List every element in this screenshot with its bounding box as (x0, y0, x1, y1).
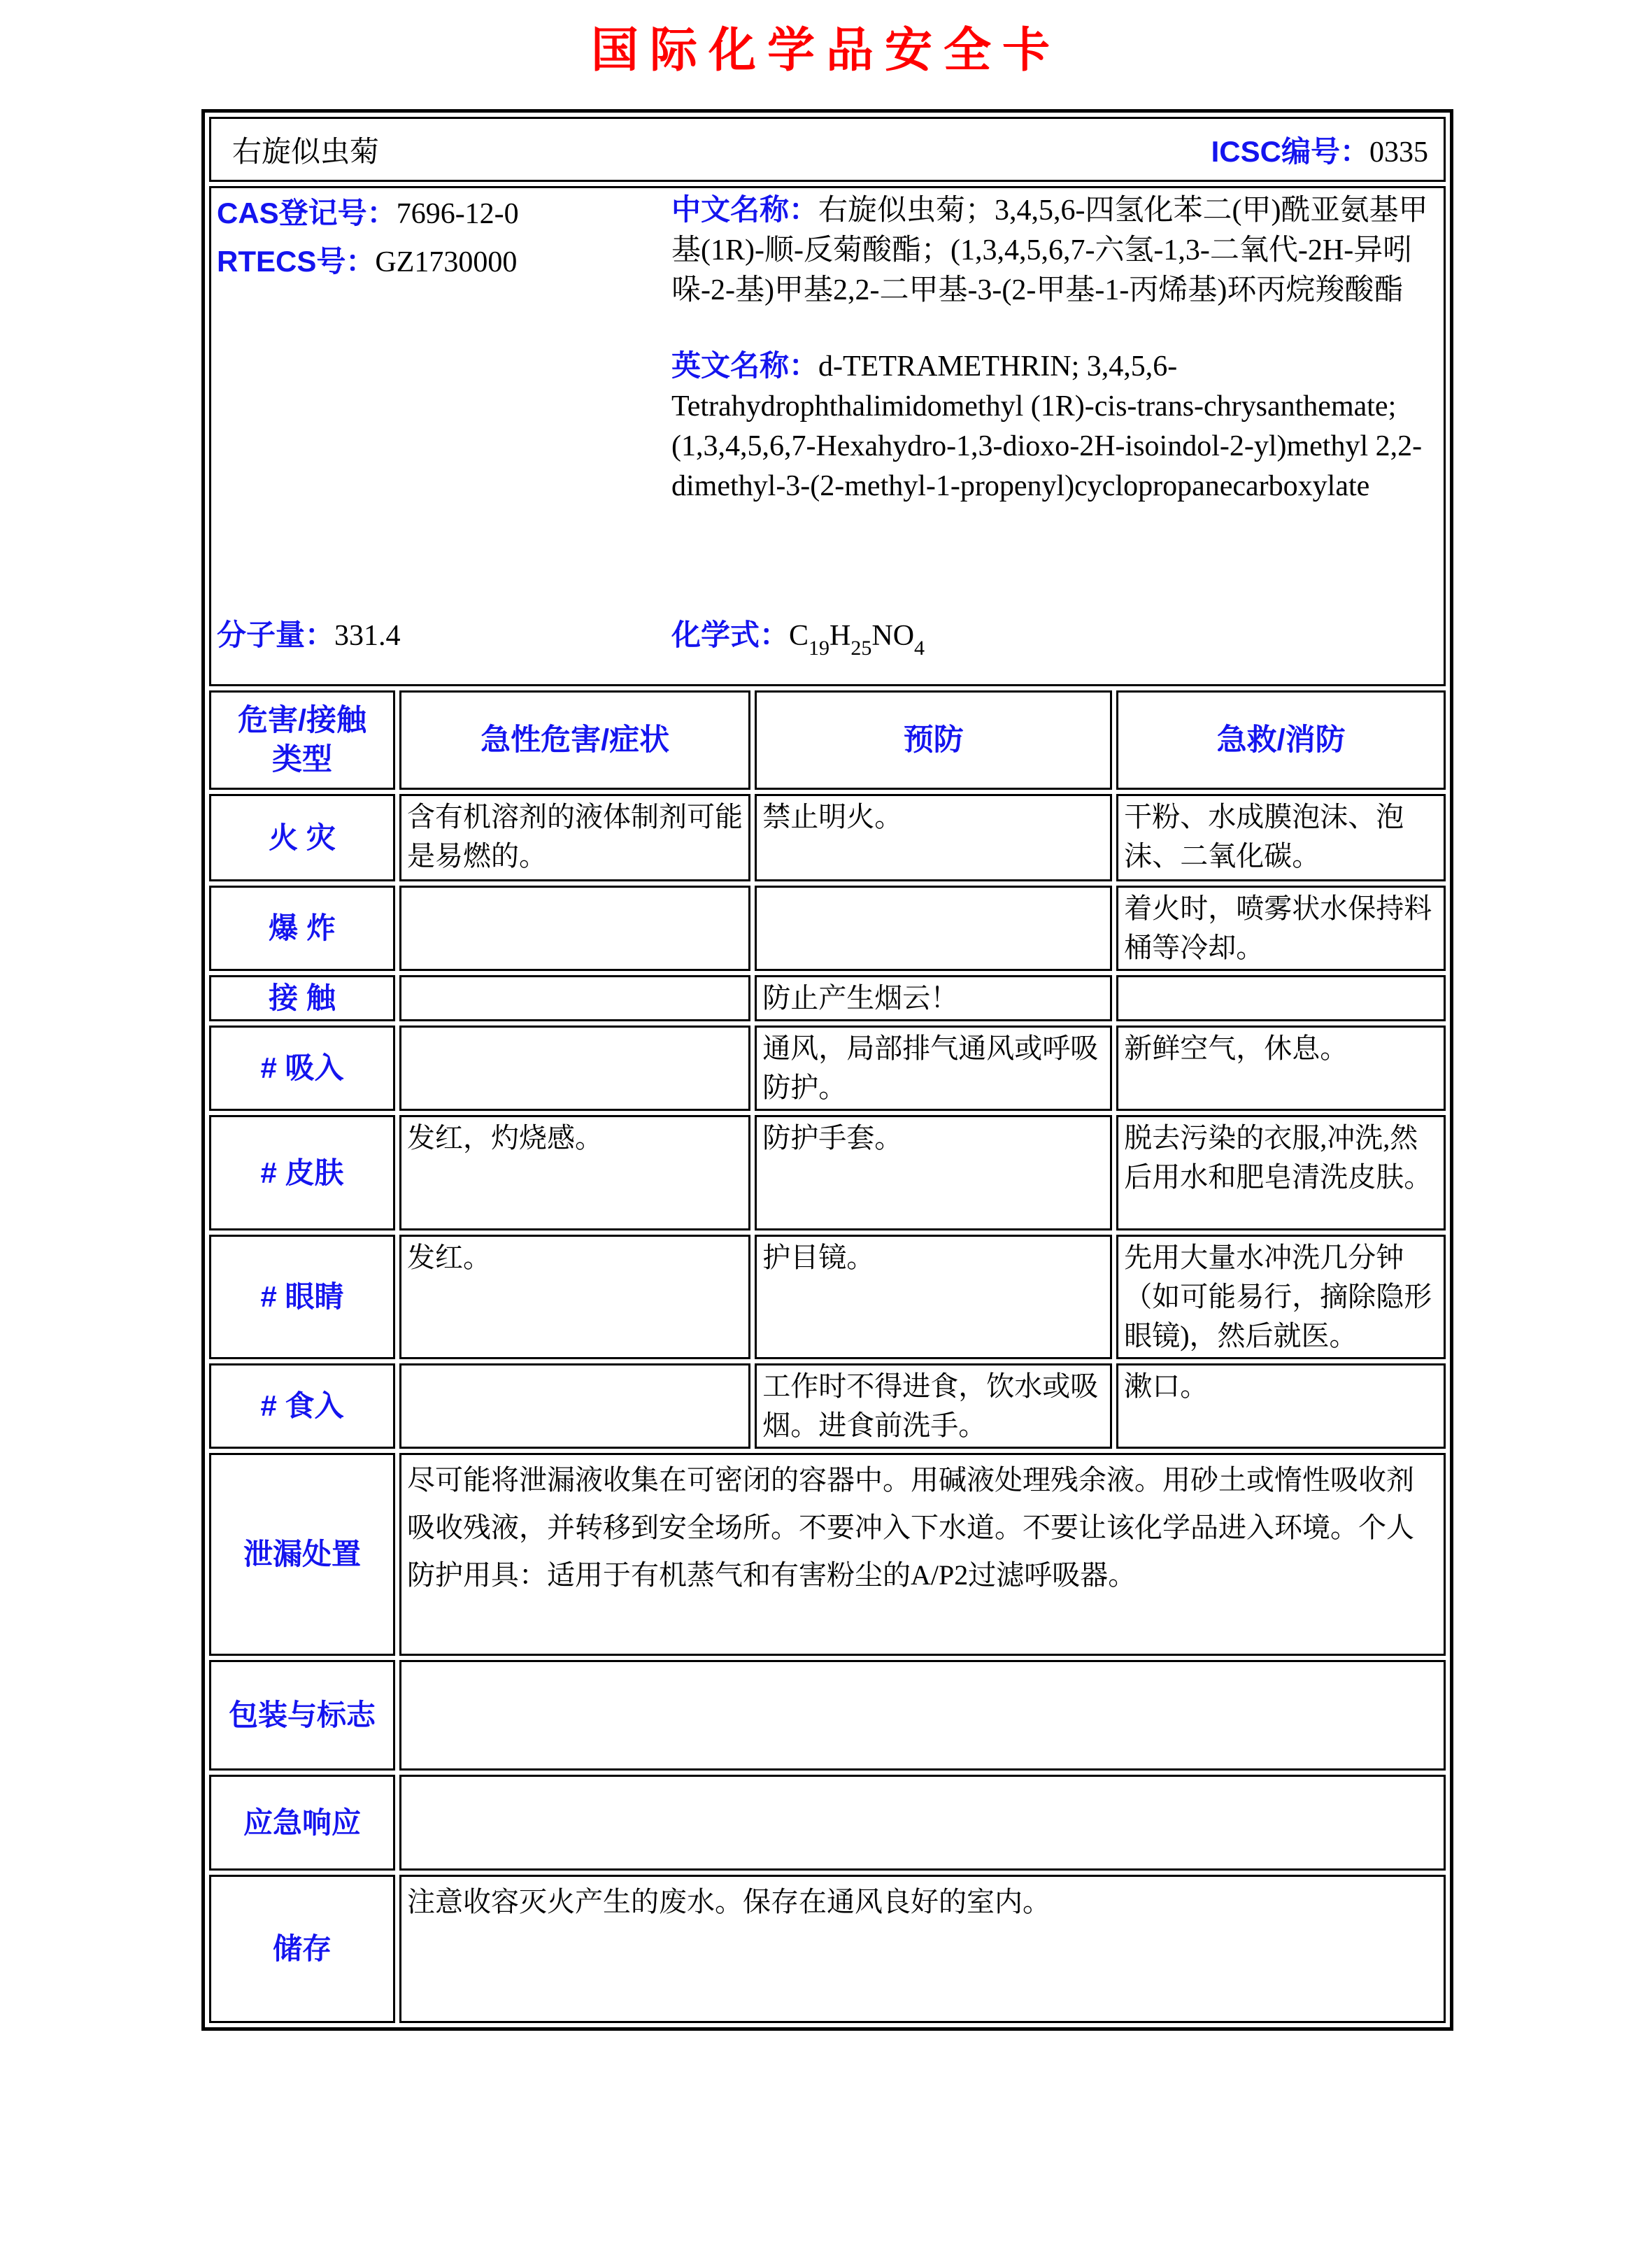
ingestion-prevention-cell: 工作时不得进食，饮水或吸烟。进食前洗手。 (755, 1363, 1112, 1449)
molecular-weight-line (217, 616, 671, 672)
substance-name: 右旋似虫菊 (232, 136, 380, 169)
hazard-table-header-row (209, 690, 1446, 790)
cas-line (217, 190, 671, 238)
spillage-content: 尽可能将泄漏液收集在可密闭的容器中。用碱液处理残余液。用砂土或惰性吸收剂吸收残液，并转移到安全场所。不要冲入下水道。不要让该化学品进入环境。个人防护用具：适用于有机蒸气和有害粉尘的A/P2过滤呼吸器。 (399, 1453, 1446, 1656)
section-label-emergency: 应急响应 (209, 1775, 395, 1871)
ingestion-symptoms-cell (399, 1363, 750, 1449)
english-name-text: d-TETRAMETHRIN; 3,4,5,6-Tetrahydrophthalimidomethyl (1R)-cis-trans-chrysanthemate; (1,3,4,5,6,7-Hexahydro-1,3-dioxo-2H-isoindol-2-yl)methyl 2,2-dimethyl-3-(2-methyl-1-propenyl)cyclopropanecarboxylate (671, 350, 1423, 502)
section-label-spillage: 泄漏处置 (209, 1453, 395, 1656)
section-row-packaging (209, 1660, 1446, 1771)
hazard-row-explosion (209, 886, 1446, 971)
explosion-symptoms-cell (399, 886, 750, 971)
section-label-storage: 储存 (209, 1875, 395, 2023)
hazard-row-fire (209, 794, 1446, 881)
exposure-first-aid-cell (1116, 975, 1446, 1021)
fire-prevention-cell: 禁止明火。 (755, 794, 1112, 881)
icsc-number-value: 0335 (1369, 136, 1428, 169)
substance-header-row (209, 117, 1446, 182)
storage-content: 注意收容灭火产生的废水。保存在通风良好的室内。 (399, 1875, 1446, 2023)
inhalation-symptoms-cell (399, 1026, 750, 1111)
row-label-fire: 火 灾 (209, 794, 395, 881)
col-header-first-aid: 急救/消防 (1116, 690, 1446, 790)
identity-row (209, 186, 1446, 686)
chinese-name-text: 右旋似虫菊；3,4,5,6-四氢化苯二(甲)酰亚氨基甲基(1R)-顺-反菊酸酯；(1,3,4,5,6,7-六氢-1,3-二氧代-2H-异吲哚-2-基)甲基2,2-二甲基-3-(2-甲基-1-丙烯基)环丙烷羧酸酯 (671, 194, 1428, 306)
skin-symptoms-cell: 发红，灼烧感。 (399, 1115, 750, 1230)
packaging-content (399, 1660, 1446, 1771)
section-row-spillage (209, 1453, 1446, 1656)
row-label-explosion: 爆 炸 (209, 886, 395, 971)
col-header-hazard-type: 危害/接触 类型 (209, 690, 395, 790)
section-row-emergency (209, 1775, 1446, 1871)
molecular-weight-value: 331.4 (334, 620, 401, 652)
inhalation-first-aid-cell: 新鲜空气，休息。 (1116, 1026, 1446, 1111)
explosion-first-aid-cell: 着火时，喷雾状水保持料桶等冷却。 (1116, 886, 1446, 971)
chinese-name-label: 中文名称： (671, 193, 819, 226)
cas-value: 7696-12-0 (396, 198, 519, 230)
hazard-row-exposure (209, 975, 1446, 1021)
safety-card-table (201, 109, 1453, 2031)
rtecs-label: RTECS号： (217, 245, 376, 278)
hazard-row-inhalation (209, 1026, 1446, 1111)
hazard-row-ingestion (209, 1363, 1446, 1449)
molecular-weight-label: 分子量： (217, 618, 335, 651)
chemical-names (671, 190, 1438, 616)
ingestion-first-aid-cell: 漱口。 (1116, 1363, 1446, 1449)
hazard-row-eyes (209, 1235, 1446, 1359)
eyes-prevention-cell: 护目镜。 (755, 1235, 1112, 1359)
substance-header-cell (209, 117, 1446, 182)
section-row-storage (209, 1875, 1446, 2023)
icsc-number (1211, 129, 1428, 171)
page-title: 国际化学品安全卡 (590, 24, 1061, 77)
fire-symptoms-cell: 含有机溶剂的液体制剂可能是易燃的。 (399, 794, 750, 881)
exposure-prevention-cell: 防止产生烟云！ (755, 975, 1112, 1021)
identity-cell (209, 186, 1446, 686)
skin-prevention-cell: 防护手套。 (755, 1115, 1112, 1230)
explosion-prevention-cell (755, 886, 1112, 971)
rtecs-value: GZ1730000 (375, 246, 518, 278)
chemical-formula-label: 化学式： (671, 618, 790, 651)
col-header-symptoms: 急性危害/症状 (399, 690, 750, 790)
eyes-symptoms-cell: 发红。 (399, 1235, 750, 1359)
chemical-formula-line (671, 616, 1438, 672)
chinese-name-paragraph (671, 190, 1438, 311)
icsc-number-label: ICSC编号： (1211, 134, 1369, 168)
hazard-row-skin (209, 1115, 1446, 1230)
fire-first-aid-cell: 干粉、水成膜泡沫、泡沫、二氧化碳。 (1116, 794, 1446, 881)
row-label-ingestion: # 食入 (209, 1363, 395, 1449)
row-label-exposure: 接 触 (209, 975, 395, 1021)
skin-first-aid-cell: 脱去污染的衣服,冲洗,然后用水和肥皂清洗皮肤。 (1116, 1115, 1446, 1230)
inhalation-prevention-cell: 通风，局部排气通风或呼吸防护。 (755, 1026, 1112, 1111)
rtecs-line (217, 238, 671, 286)
safety-card (201, 109, 1453, 2031)
exposure-symptoms-cell (399, 975, 750, 1021)
chemical-formula: $C_{19}H_{25}NO_4$ (789, 620, 925, 660)
english-name-label: 英文名称： (671, 349, 819, 382)
eyes-first-aid-cell: 先用大量水冲洗几分钟（如可能易行，摘除隐形眼镜)，然后就医。 (1116, 1235, 1446, 1359)
cas-label: CAS登记号： (217, 197, 397, 229)
row-label-inhalation: # 吸入 (209, 1026, 395, 1111)
registry-numbers (217, 190, 671, 616)
emergency-content (399, 1775, 1446, 1871)
row-label-skin: # 皮肤 (209, 1115, 395, 1230)
row-label-eyes: # 眼睛 (209, 1235, 395, 1359)
english-name-paragraph (671, 346, 1438, 506)
section-label-packaging: 包装与标志 (209, 1660, 395, 1771)
col-header-prevention: 预防 (755, 690, 1112, 790)
